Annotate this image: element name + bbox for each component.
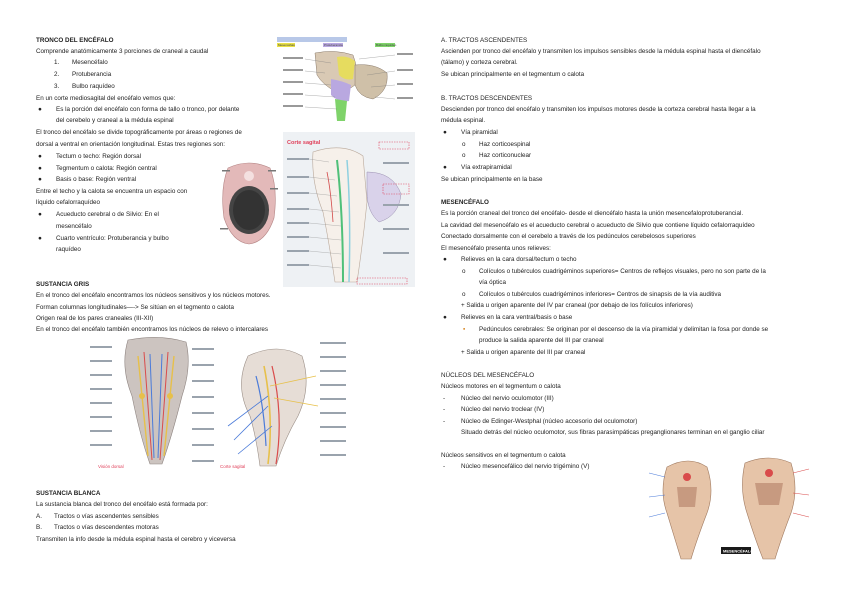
dash-bullet-icon: - (443, 418, 446, 425)
figure-caption: Corte sagital (220, 464, 246, 469)
bullet-icon: ● (443, 129, 447, 136)
text-line: Es la porción craneal del tronco del encéfalo- desde el diencéfalo hasta la unión mesencefaloprotuberancial. (441, 210, 744, 217)
list-number: 2. (54, 71, 60, 78)
text-intro: Comprende anatómicamente 3 porciones de craneal a caudal (36, 48, 209, 55)
text-line: Transmiten la info desde la médula espinal hasta el cerebro y viceversa (36, 536, 236, 543)
legend-label: Protuberancia (324, 43, 343, 47)
list-item: Núcleo del nervio troclear (IV) (461, 406, 545, 413)
list-item: Vía extrapiramidal (461, 164, 512, 171)
text-line: El tronco del encéfalo se divide topográficamente por áreas o regiones de (36, 129, 242, 136)
heading-nucleos: NÚCLEOS DEL MESENCÉFALO (441, 372, 535, 379)
text-line: + Salida u origen aparente del III par craneal (461, 349, 586, 356)
list-number: 3. (54, 83, 60, 90)
brainstem-lateral-figure (275, 35, 415, 125)
text-line: Origen real de los pares craneales (III-XII) (36, 315, 154, 322)
dash-bullet-icon: - (443, 463, 446, 470)
dash-bullet-icon: - (443, 395, 446, 402)
list-item: Cuarto ventrículo: Protuberancia y bulbo (56, 235, 169, 242)
midbrain-cross-section-figure (218, 158, 280, 246)
bullet-icon: ● (38, 106, 42, 113)
heading-tractos-descendentes: B. TRACTOS DESCENDENTES (441, 95, 533, 102)
text-line: raquídeo (56, 246, 81, 253)
figure-title: Corte sagital (287, 140, 321, 146)
heading-sustancia-gris: SUSTANCIA GRIS (36, 281, 90, 288)
list-item: Bulbo raquídeo (72, 83, 115, 90)
list-marker: B. (36, 524, 42, 531)
text-line: Es la porción del encéfalo con forma de tallo o tronco, por delante (56, 106, 240, 113)
legend-label: Mesencéfalo (278, 43, 296, 47)
list-item: Basis o base: Región ventral (56, 176, 137, 183)
bullet-icon: ● (38, 153, 42, 160)
text-line: Conectado dorsalmente con el cerebelo a través de los pedúnculos cerebelosos superiores (441, 233, 696, 240)
circle-bullet-icon: o (462, 141, 466, 148)
list-item: Núcleo de Edinger-Westphal (núcleo accesorio del oculomotor) (461, 418, 638, 425)
list-item: Vía piramidal (461, 129, 498, 136)
text-line: La cavidad del mesencéfalo es el acueducto cerebral o acueducto de Silvio que contiene líquido cefalorraquídeo (441, 222, 755, 229)
circle-bullet-icon: o (462, 268, 466, 275)
bullet-icon: ● (38, 176, 42, 183)
heading-tronco: TRONCO DEL ENCÉFALO (36, 37, 114, 44)
text-line: produce la salida aparente del III par craneal (479, 337, 604, 344)
list-item: Colículos o tubérculos cuadrigéminos superiores= Centros de reflejos visuales, pero no son parte de la (479, 268, 766, 275)
bullet-icon: ● (443, 256, 447, 263)
text-corte-medio: En un corte mediosagital del encéfalo vemos que: (36, 95, 176, 102)
text-line: del cerebelo y craneal a la médula espinal (56, 117, 174, 124)
list-item: Mesencéfalo (72, 59, 108, 66)
text-line: La sustancia blanca del tronco del encéfalo está formada por: (36, 501, 208, 508)
text-line: Se ubican principalmente en la base (441, 176, 543, 183)
heading-sustancia-blanca: SUSTANCIA BLANCA (36, 490, 101, 497)
list-item: Núcleo del nervio oculomotor (III) (461, 395, 554, 402)
text-line: + Salida u origen aparente del IV par craneal (por debajo de los folículos inferiores) (461, 302, 693, 309)
list-number: 1. (54, 59, 60, 66)
list-item: Haz corticoespinal (479, 141, 531, 148)
list-item: Protuberancia (72, 71, 112, 78)
text-line: (tálamo) y corteza cerebral. (441, 59, 518, 66)
heading-tractos-ascendentes: A. TRACTOS ASCENDENTES (441, 37, 528, 44)
text-line: El mesencéfalo presenta unos relieves: (441, 245, 551, 252)
list-item: Relieves en la cara dorsal/tectum o techo (461, 256, 577, 263)
text-line: líquido cefalorraquídeo (36, 199, 101, 206)
text-line: Forman columnas longitudinales—-> Se sitúan en el tegmento o calota (36, 304, 234, 311)
text-line: Núcleos motores en el tegmentum o calota (441, 383, 561, 390)
heading-mesencefalo: MESENCÉFALO (441, 199, 489, 206)
midbrain-nuclei-figure (645, 447, 813, 572)
list-item: Tegmentum o calota: Región central (56, 165, 157, 172)
text-line: En el tronco del encéfalo también encontramos los núcleos de relevo o intercalares (36, 326, 269, 333)
text-line: Entre el techo y la calota se encuentra un espacio con (36, 188, 188, 195)
text-line: Núcleos sensitivos en el tegmentum o calota (441, 452, 566, 459)
bullet-icon: ● (443, 164, 447, 171)
square-bullet-icon: ▪ (463, 326, 466, 333)
circle-bullet-icon: o (462, 291, 466, 298)
brainstem-nuclei-figure (88, 336, 380, 478)
bullet-icon: ● (443, 314, 447, 321)
dash-bullet-icon: - (443, 406, 446, 413)
text-line: vía óptica (479, 279, 506, 286)
text-line: médula espinal. (441, 117, 486, 124)
bullet-icon: ● (38, 235, 42, 242)
text-line: Se ubican principalmente en el tegmentum o calota (441, 71, 585, 78)
figure-caption: Visión dorsal (98, 464, 124, 469)
text-line: dorsal a ventral en orientación longitudinal. Estas tres regiones son: (36, 141, 226, 148)
circle-bullet-icon: o (462, 152, 466, 159)
figure-tag-label: MESENCÉFALO (723, 548, 754, 554)
text-line: mesencéfalo (56, 223, 92, 230)
text-line: En el tronco del encéfalo encontramos los núcleos sensitivos y los núcleos motores. (36, 292, 271, 299)
list-item: Tectum o techo: Región dorsal (56, 153, 142, 160)
bullet-icon: ● (38, 211, 42, 218)
list-item: Relieves en la cara ventral/basis o base (461, 314, 573, 321)
list-marker: A. (36, 513, 42, 520)
legend-label: Bulbo raquídeo (376, 43, 397, 47)
sagittal-section-figure (283, 132, 415, 287)
text-line: Ascienden por tronco del encéfalo y transmiten los impulsos sensibles desde la médula espinal hasta el diencéfalo (441, 48, 761, 55)
list-item: Pedúnculos cerebrales: Se originan por el descenso de la vía piramidal y delimitan la fosa por donde se (479, 326, 769, 333)
list-item: Tractos o vías ascendentes sensibles (54, 513, 159, 520)
list-item: Colículos o tubérculos cuadrigéminos inferiores= Centros de sinapsis de la vía auditiva (479, 291, 722, 298)
list-item: Acueducto cerebral o de Silvio: En el (56, 211, 159, 218)
list-item: Núcleo mesencefálico del nervio trigémino (V) (461, 463, 590, 470)
text-line: Descienden por tronco del encéfalo y transmiten los impulsos motores desde la corteza cerebral hasta llegar a la (441, 106, 756, 113)
bullet-icon: ● (38, 165, 42, 172)
list-item: Tractos o vías descendentes motoras (54, 524, 159, 531)
list-item: Haz corticonuclear (479, 152, 532, 159)
text-line: Situado detrás del núcleo oculomotor, sus fibras parasimpáticas preganglionares terminan en el ganglio ciliar (461, 429, 765, 436)
